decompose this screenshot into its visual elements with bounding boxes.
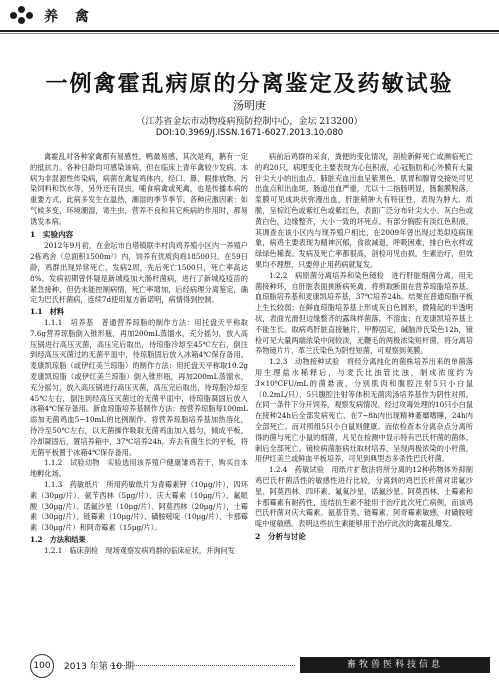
paragraph: 1.2.1 临床剖检 现场观察发病鸡群的临床症状，并询问发 [44, 545, 235, 555]
section-heading: 1.1 材料 [30, 307, 65, 317]
section-heading: 1.2 方法和结果 [30, 534, 86, 544]
paragraph: 1.2.4 药敏试验 用纸片扩散法将所分离的12种药物体外抑制鸡巴氏杆菌活性的敏感性进行比较，分离到的鸡巴氏杆菌对诺氟沙星、阿莫西林、四环素、氟氧沙星、诺氟沙星、阿莫西林、土霉素和卡那霉素有耐药性，连结抗生素不能用于治疗此次死亡病例，而该鸡巴氏杆菌对庆大霉素、氨基苷类、链霉素、阿奇霉素敏感，对磺胺嘧啶中度敏感。表明这些抗生素能够用于治疗此次的禽霍乱爆发。 [255, 465, 473, 529]
journal-name: 养 禽 [44, 9, 95, 25]
page-footer [0, 650, 499, 680]
paragraph: 1.1.2 试验动物 实验选用该养殖户健康雏鸡若干，购买自本地孵化场。 [30, 458, 248, 479]
paragraph: 2012年9月初，在金坛市白塔镇联丰村肉鸡养殖小区内一养殖户2栋鸡舍（总面积1500m²）内，饲养有优质肉鸡18500只。在59日龄，鸡群出现异常死亡，发病2周，先后死亡1500只，死亡率高达8%。发病初期曾怀疑是新城疫加大肠杆菌病，进行了新城疫疫苗的紧急接种，但仍未能控制病情，死亡率增加，后经病理分离鉴定，确定为巴氏杆菌病，连续7d使用复方新诺明，病情得到控制。 [30, 241, 248, 305]
left-column [30, 152, 248, 556]
article-doi: DOI:10.3969/J.ISSN.1671-6027.2013.10.080 [155, 128, 344, 138]
paragraph: 1.2.2 病原菌分离培养和染色镜检 进行肝脏细菌分离，用无菌接种环，自肝脏表面挑断病死禽，将剪取断面在营养琼脂培养基、血琼脂培养基和麦康凯培养基，37℃培养24h。结果在普通琼脂平板上生长较弱；在鲜血琼脂培养基上形成灰白色圆形，微隆起的半透明状，表面光滑但边缘整齐的露珠样菌落，不溶血；在麦康凯培养基上不能生长。取病鸡肝脏直接触片，甲醇固定，碱脑涉氏染色12h，镜检可见大量两端浓染中间较淡，无鞭毛的两极浓染短杆菌，将分离培养物镜片片，革兰氏染色为阴性短菌，可观察到荚膜。 [255, 270, 473, 356]
paragraph: 病前后鸡群的采食，粪便的变化情况，剖检新鲜死亡或濒临死亡的鸡20只，病理变化主要表现为心包积液，心冠脂肪和心外膜有大量针尖大小的出血点，肺脏充血出血呈紫黑色，肌胃和腺胃交接处可见出血点和出血斑，肠道出血严重，尤以十二指肠明显，肠黏膜脱落，浆膜可见成块状弥漫出血，肝脏稍肿大有特征性，表现为肿大、质脆，呈棕红色或紫红色或紫红色，表面广泛分布针尖大小、灰白色或黄白色，边缘整齐，大小一致的坏死点。有部分胸腔有淡红色积液，其调查在该小区内与现养殖户相比，在2009年曾出现过类似疫病现象，病鸡主要表现为精神沉郁，食欲减退，呼吸困难，排白色水样或绿绿色稀粪。发病及死亡率都很高，剖检可见由损，生素治疗，但效果均不理想，只要停止用药病就复发。 [255, 152, 473, 269]
article-author: 汤明庚 [233, 99, 266, 112]
journal-logo [10, 6, 42, 26]
footer-journal-band: 畜牧兽医科技信息 [300, 657, 490, 673]
page-number: 100 [30, 654, 54, 678]
header-rule-thin [0, 33, 499, 34]
section-heading: 1 实验内容 [30, 229, 74, 239]
header-rule [0, 30, 499, 32]
footer-dotted-rule [110, 665, 295, 666]
section-heading: 2 分析与讨论 [255, 531, 306, 541]
paragraph: 禽霍乱对各种家禽都有易感性，鸭最易感，其次是鸡，鹅有一定的抵抗力。各种日龄均可感染该病，但在临床上青年禽较少发病。本病为非混源性传染病，病菌在禽复鸡体内，经口、鼻、眼排放物、污染饲料和饮水等，另外还有昆虫，哺食病禽或死禽，也是传播本病的重要方式，此病多发生在温热，潮湿的季节季节。各种应激因素：如气候多变，环境潮湿，寄生虫，营养不良和其它疾病的作用时，都易诱发本病。 [30, 152, 248, 226]
paragraph: 1.1.3 药敏纸片 所用药敏纸片为青霉素钾（10μg/片），四环素（30μg/片）、氨苄西林（5μg/片）、庆大霉素（10μg/片）、氟哌酸（30μg/片）、诺氟沙星（10μg/片）、阿莫西林（20μg/片），土霉素（30μg/片）、链霉素（10μg/片）、磺胺嘧啶（10μg/片）、卡那霉素（30μg/片）和阿奇霉素（15μg/片）。 [30, 479, 248, 533]
paragraph: 1.2.3 动物接种试验 将经分离纯化的菌株培养出来的单菌落用生理盐水稀释后，与麦氏比浊管比浊，制成浓度约为3×10⁸CFU/mL的菌悬液，分别肌肉和腹腔注射5只小白鼠（0.2mL/只），5只腹腔注射等体积无菌肉汤培养基作为阴性对照。在同一条件下分开饲养，观察发病情况。经过攻毒处理的10只小白鼠在接种24h后全部发病死亡，在7~8h内出现精神萎靡嗜睡，24h内全部死亡。而对照组5只小白鼠则健康。而依检查本分离杂点分离所得的菌与死亡小鼠的细菌，凡见在检测中显示特有巴氏杆菌的菌体。刺后全部死亡。镜检病菌脏病灶取材培养，呈现两极浓染的小杆菌，用伊红美兰或鲜血平板培养，可见到典型态多杀性巴氏杆菌。 [255, 357, 473, 464]
right-column [255, 152, 473, 544]
journal-header [0, 0, 499, 30]
article-title: 一例禽霍乱病原的分离鉴定及药敏试验 [45, 71, 454, 97]
article-affiliation: （江苏省金坛市动物疫病预防控制中心，金坛 213200） [136, 117, 363, 127]
paragraph: 1.1.1 培养基 普通营养琼脂的制作方法：用托盘天平称取7.6g营养琼脂倒入锥形瓶，再加200mL蒸馏水，充分摇匀，放入高压锅进行高压灭菌，高压完后取出，待琼脂冷却至45℃左右，倒注到经高压灭菌过的无菌平皿中，待琼脂固后放入冰箱4℃保存备用。麦康凯琼脂（或伊红美兰琼脂）的制作方法：用托盘天平称取10.2g麦康凯琼脂（或伊红美兰琼脂）倒入锥形瓶，再加200mL蒸馏水，充分摇匀，放入高压锅进行高压灭菌，高压完后取出，待琼脂冷却至45℃左右，倒注到经高压灭菌过的无菌平皿中，待琼脂凝固后放入冰箱4℃保存备用。新血琼脂培养基制作方法：按营养琼脂每100mL添加无菌鸡血5~10mL的比例制作。将营养琼脂培养基加热溶化，待冷至50℃左右，以无菌操作吸取无菌鸡血加入摇匀，倾成平板，冷却凝固后，置培养箱中，37℃培养24h，弃去有菌生长的平板，将无菌平板置于冰箱4℃保存备用。 [30, 317, 248, 457]
issue-label: 2013 年第 10 期 [64, 662, 134, 672]
